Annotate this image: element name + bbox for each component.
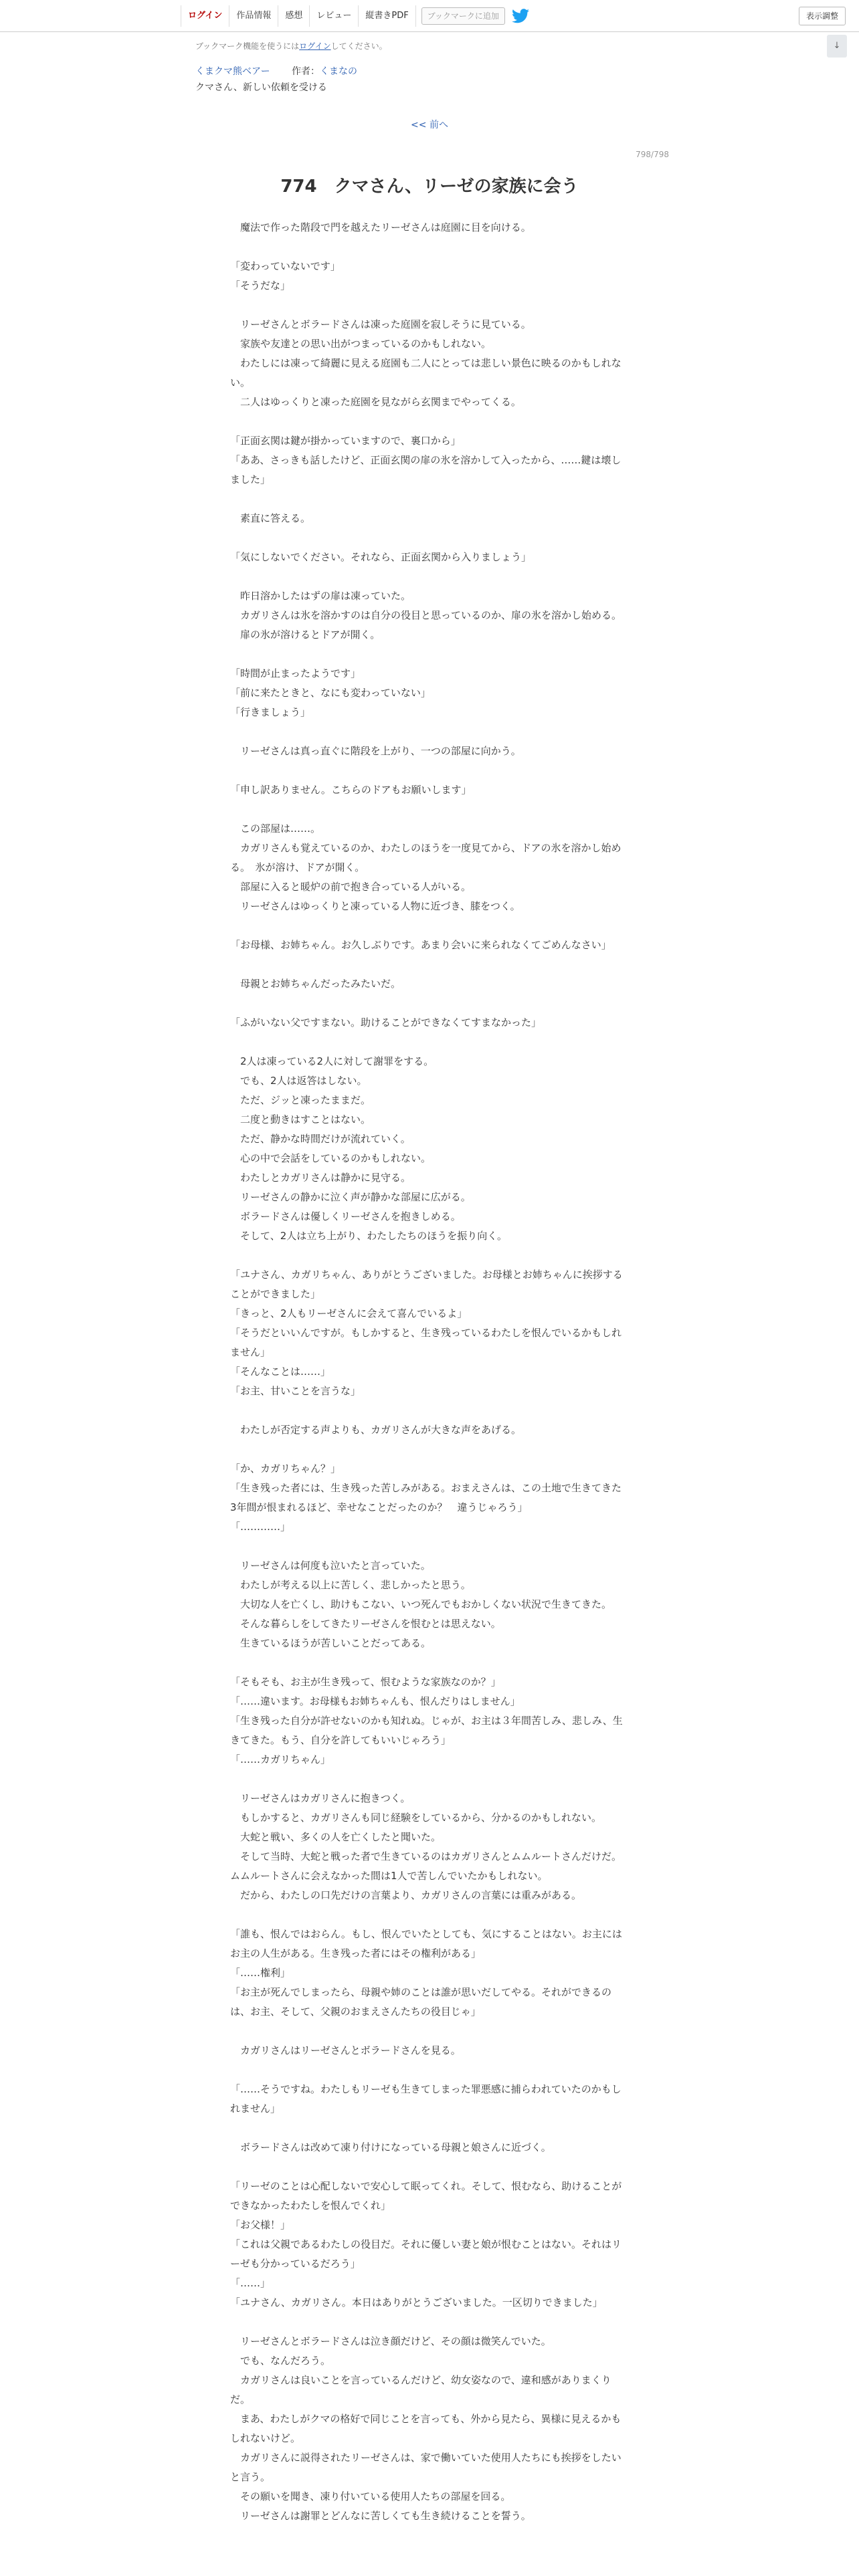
- prev-page-link[interactable]: << 前へ: [411, 120, 448, 130]
- work-info-link[interactable]: 作品情報: [229, 5, 278, 27]
- body-line: 扉の氷が溶けるとドアが開く。: [230, 629, 381, 641]
- login-notice: [195, 40, 664, 51]
- series-info: [195, 64, 664, 78]
- body-line: ボラードさんは改めて凍り付けになっている母親と娘さんに近づく。: [230, 2141, 551, 2153]
- body-line: 「リーゼのことは心配しないで安心して眠ってくれ。そして、恨むなら、助けることができなかったわたしを恨んでくれ」: [230, 2180, 622, 2212]
- body-line: わたしが否定する声よりも、カガリさんが大きな声をあげる。: [230, 1424, 522, 1436]
- body-line: 「お主が死んでしまったら、母親や姉のことは誰が思いだしてやる。それができるのは、お主、そして、父親のおまえさんたちの役目じゃ」: [230, 1986, 612, 2018]
- body-line: そして、2人は立ち上がり、わたしたちのほうを振り向く。: [230, 1230, 507, 1242]
- body-line: 素直に答える。: [230, 512, 311, 524]
- blank-line: [230, 412, 625, 431]
- body-line: 部屋に入ると暖炉の前で抱き合っている人がいる。: [230, 881, 472, 893]
- top-nav-bar: [0, 0, 859, 32]
- body-line: 心の中で会話をしているのかもしれない。: [230, 1152, 432, 1164]
- body-line: 「誰も、恨んではおらん。もし、恨んでいたとしても、気にすることはない。お主にはお主の人生がある。生き残った者にはその権利がある」: [230, 1928, 622, 1959]
- body-line: 「変わっていないです」: [230, 260, 341, 272]
- body-line: リーゼさんは真っ直ぐに階段を上がり、一つの部屋に向かう。: [230, 745, 521, 757]
- body-line: リーゼさんはゆっくりと凍っている人物に近づき、膝をつく。: [230, 900, 520, 912]
- page-count: 798/798: [636, 150, 669, 159]
- body-line: ただ、ジッと凍ったままだ。: [230, 1094, 371, 1106]
- blank-line: [230, 800, 625, 819]
- body-line: 二人はゆっくりと凍った庭園を見ながら玄関までやってくる。: [230, 396, 521, 408]
- blank-line: [230, 2119, 625, 2138]
- body-line: リーゼさんはカガリさんに抱きつく。: [230, 1792, 411, 1804]
- body-line: 「ユナさん、カガリさん。本日はありがとうございました。一区切りできました」: [230, 2296, 603, 2309]
- body-line: 生きているほうが苦しいことだってある。: [230, 1637, 432, 1649]
- body-line: その願いを聞き、凍り付いている使用人たちの部屋を回る。: [230, 2490, 511, 2502]
- blank-line: [230, 1246, 625, 1265]
- blank-line: [230, 1401, 625, 1420]
- twitter-icon[interactable]: [512, 9, 529, 23]
- blank-line: [230, 722, 625, 742]
- bookmark-add-button[interactable]: ブックマークに追加: [421, 7, 505, 25]
- body-line: 「か、カガリちゃん？」: [230, 1463, 341, 1475]
- chapter-title: 774 クマさん、リーゼの家族に会う: [280, 177, 579, 197]
- body-line: 「ふがいない父ですまない。助けることができなくてすまなかった」: [230, 1016, 542, 1029]
- body-line: 二度と動きはすことはない。: [230, 1113, 371, 1125]
- blank-line: [230, 994, 625, 1013]
- body-line: 「これは父親であるわたしの役目だ。それに優しい妻と娘が恨むことはない。それはリーゼも分かっているだろう」: [230, 2238, 622, 2270]
- body-line: リーゼさんとボラードさんは泣き顔だけど、その顔は微笑んでいた。: [230, 2335, 551, 2347]
- vertical-pdf-link[interactable]: 縦書きPDF: [358, 5, 415, 27]
- body-line: でも、2人は返答はしない。: [230, 1075, 367, 1087]
- body-line: わたしには凍って綺麗に見える庭園も二人にとっては悲しい景色に映るのかもしれない。: [230, 357, 622, 389]
- body-line: この部屋は……。: [230, 823, 321, 835]
- blank-line: [230, 761, 625, 780]
- body-line: 「ああ、さっきも話したけど、正面玄関の扉の氷を溶かして入ったから、……鍵は壊しました」: [230, 454, 622, 486]
- body-line: 母親とお姉ちゃんだったみたいだ。: [230, 978, 401, 990]
- body-line: 大切な人を亡くし、助けもこない、いつ死んでもおかしくない状況で生きてきた。: [230, 1598, 612, 1610]
- blank-line: [230, 567, 625, 586]
- author-label: 作者：: [292, 66, 320, 77]
- body-line: わたしが考える以上に苦しく、悲しかったと思う。: [230, 1579, 471, 1591]
- body-line: 「お父様！」: [230, 2219, 291, 2231]
- blank-line: [230, 916, 625, 936]
- body-line: 「生き残った自分が許せないのかも知れぬ。じゃが、お主は３年間苦しみ、悲しみ、生きてきた。もう、自分を許してもいいじゃろう」: [230, 1715, 623, 1746]
- body-line: でも、なんだろう。: [230, 2355, 331, 2367]
- blank-line: [230, 955, 625, 974]
- blank-line: [230, 1905, 625, 1925]
- blank-line: [230, 1033, 625, 1052]
- body-line: まあ、わたしがクマの格好で同じことを言っても、外から見たら、異様に見えるかもしれないけど。: [230, 2413, 622, 2444]
- body-line: ボラードさんは優しくリーゼさんを抱きしめる。: [230, 1210, 461, 1222]
- blank-line: [230, 1653, 625, 1673]
- body-line: カガリさんも覚えているのか、わたしのほうを一度見てから、ドアの氷を溶かし始める。 氷が溶け、ドアが開く。: [230, 842, 622, 873]
- body-line: 「生き残った者には、生き残った苦しみがある。おまえさんは、この土地で生きてきた3年間が恨まれるほど、幸せなことだったのか？ 違うじゃろう」: [230, 1482, 622, 1513]
- blank-line: [230, 528, 625, 548]
- body-line: そして当時、大蛇と戦った者で生きているのはカガリさんとムムルートさんだけだ。ムムルートさんに会えなかった間は1人で苦しんでいたかもしれない。: [230, 1850, 622, 1882]
- body-line: もしかすると、カガリさんも同じ経験をしているから、分かるのかもしれない。: [230, 1812, 602, 1824]
- blank-line: [230, 490, 625, 509]
- body-line: 「そうだといいんですが。もしかすると、生き残っているわたしを恨んでいるかもしれません」: [230, 1327, 622, 1358]
- body-line: 「そんなことは……」: [230, 1366, 331, 1378]
- blank-line: [230, 1440, 625, 1459]
- body-line: リーゼさんは何度も泣いたと言っていた。: [230, 1560, 431, 1572]
- body-line: 大蛇と戦い、多くの人を亡くしたと聞いた。: [230, 1831, 442, 1843]
- body-line: 「正面玄関は鍵が掛かっていますので、裏口から」: [230, 435, 461, 447]
- body-line: 「時間が止まったようです」: [230, 667, 361, 679]
- body-line: 家族や友達との思い出がつまっているのかもしれない。: [230, 338, 492, 350]
- body-line: カガリさんはリーゼさんとボラードさんを見る。: [230, 2044, 461, 2056]
- login-notice-after: してください。: [330, 41, 387, 51]
- chapter-body: [230, 218, 625, 2526]
- blank-line: [230, 296, 625, 315]
- body-line: 2人は凍っている2人に対して謝罪をする。: [230, 1055, 434, 1067]
- blank-line: [230, 2157, 625, 2177]
- main-nav: [181, 5, 529, 27]
- body-line: 「……カガリちゃん」: [230, 1753, 331, 1765]
- body-line: 「申し訳ありません。こちらのドアもお願いします」: [230, 784, 472, 796]
- body-line: わたしとカガリさんは静かに見守る。: [230, 1172, 411, 1184]
- body-line: 「お母様、お姉ちゃん。お久しぶりです。あまり会いに来られなくてごめんなさい」: [230, 939, 611, 951]
- body-line: 「……権利」: [230, 1967, 291, 1979]
- chapter-group-title: クマさん、新しい依頼を受ける: [195, 82, 327, 93]
- body-line: 「そもそも、お主が生き残って、恨むような家族なのか？」: [230, 1676, 501, 1688]
- body-line: 「……違います。お母様もお姉ちゃんも、恨んだりはしません」: [230, 1695, 520, 1707]
- blank-line: [230, 2022, 625, 2041]
- author-link[interactable]: くまなの: [320, 66, 358, 77]
- body-line: リーゼさんとボラードさんは凍った庭園を寂しそうに見ている。: [230, 318, 531, 330]
- display-settings-button[interactable]: 表示調整: [799, 7, 846, 25]
- review-link[interactable]: レビュー: [309, 5, 358, 27]
- login-link[interactable]: ログイン: [181, 5, 229, 27]
- body-line: カガリさんは氷を溶かすのは自分の役目と思っているのか、扉の氷を溶かし始める。: [230, 609, 622, 621]
- body-line: 「前に来たときと、なにも変わっていない」: [230, 687, 431, 699]
- body-line: 「……そうですね。わたしもリーゼも生きてしまった罪悪感に捕らわれていたのかもしれません」: [230, 2083, 622, 2115]
- body-line: ただ、静かな時間だけが流れていく。: [230, 1133, 411, 1145]
- body-line: 「気にしないでください。それなら、正面玄関から入りましょう」: [230, 551, 532, 563]
- body-line: 「行きましょう」: [230, 706, 311, 718]
- login-notice-before: ブックマーク機能を使うには: [195, 41, 300, 51]
- body-line: カガリさんに説得されたリーゼさんは、家で働いていた使用人たちにも挨拶をしたいと言う。: [230, 2452, 622, 2483]
- body-line: 「…………」: [230, 1521, 291, 1533]
- scroll-down-button[interactable]: ↓: [827, 35, 847, 58]
- body-line: だから、わたしの口先だけの言葉より、カガリさんの言葉には重みがある。: [230, 1889, 582, 1901]
- blank-line: [230, 2313, 625, 2332]
- series-title-link[interactable]: くまクマ熊ベアー: [195, 66, 270, 77]
- blank-line: [230, 645, 625, 664]
- body-line: 「きっと、2人もリーゼさんに会えて喜んでいるよ」: [230, 1307, 468, 1319]
- body-line: リーゼさんの静かに泣く声が静かな部屋に広がる。: [230, 1191, 471, 1203]
- blank-line: [230, 237, 625, 257]
- body-line: 「……」: [230, 2277, 271, 2289]
- blank-line: [230, 2060, 625, 2080]
- blank-line: [230, 1769, 625, 1789]
- body-line: 「そうだな」: [230, 280, 291, 292]
- body-line: 「お主、甘いことを言うな」: [230, 1385, 361, 1397]
- blank-line: [230, 1537, 625, 1556]
- body-line: 魔法で作った階段で門を越えたリーゼさんは庭園に目を向ける。: [230, 221, 531, 233]
- body-line: 「ユナさん、カガリちゃん、ありがとうございました。お母様とお姉ちゃんに挨拶することができました」: [230, 1269, 623, 1300]
- login-notice-link[interactable]: ログイン: [299, 41, 331, 51]
- impressions-link[interactable]: 感想: [278, 5, 309, 27]
- body-line: リーゼさんは謝罪とどんなに苦しくても生き続けることを誓う。: [230, 2510, 531, 2522]
- body-line: 昨日溶かしたはずの扉は凍っていた。: [230, 590, 411, 602]
- body-line: カガリさんは良いことを言っているんだけど、幼女姿なので、違和感がありまくりだ。: [230, 2374, 611, 2405]
- body-line: そんな暮らしをしてきたリーゼさんを恨むとは思えない。: [230, 1618, 501, 1630]
